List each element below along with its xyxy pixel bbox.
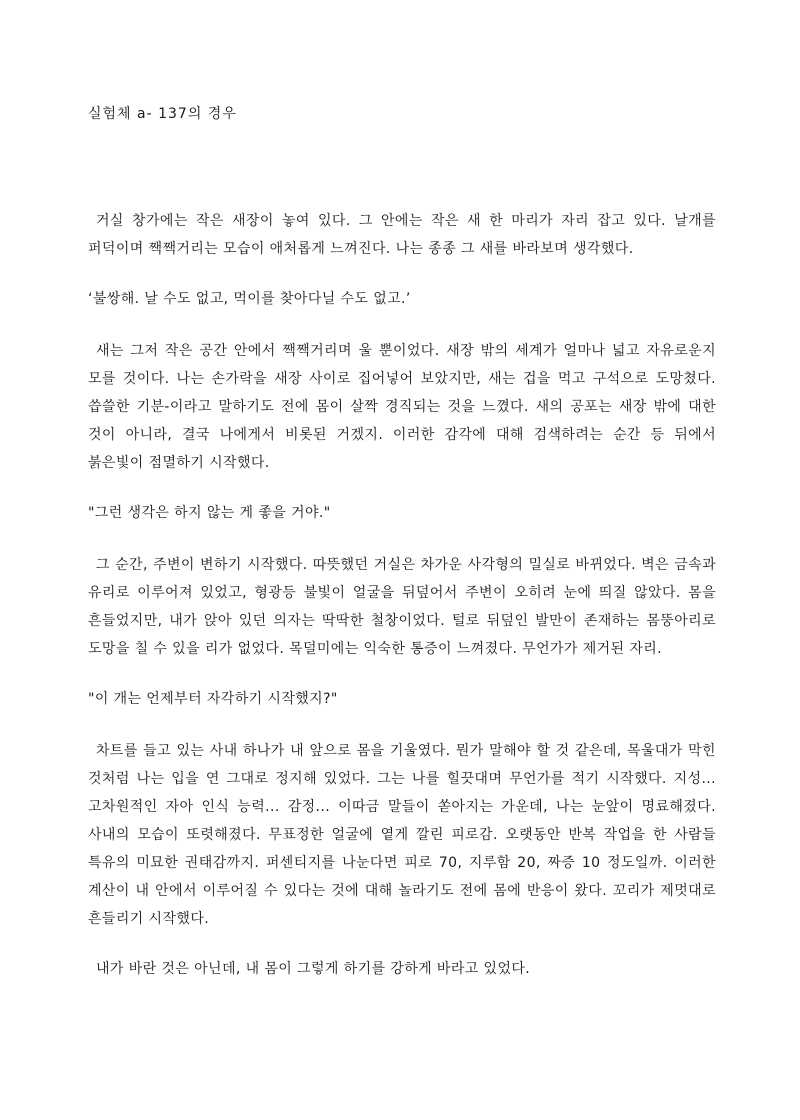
paragraph-man-with-chart: 차트를 들고 있는 사내 하나가 내 앞으로 몸을 기울였다. 뭔가 말해야 할 것 같은데, 목울대가 막힌 것처럼 나는 입을 연 그대로 정지해 있었다. 그는 나를 힐끗대며 무언가를 적기 시작했다. 지성... 고차원적인 자아 인식 능력... 감정... 이따금 말들이 쏟아지는 가운데, 나는 눈앞이 명료해졌다. 사내의 모습이 또렷해졌다. 무표정한 얼굴에 옅게 깔린 피로감. 오랫동안 반복 작업을 한 사람들 특유의 미묘한 권태감까지. 퍼센티지를 나눈다면 피로 70, 지루함 20, 짜증 10 정도일까. 이러한 계산이 내 안에서 이루어질 수 있다는 것에 대해 놀라기도 전에 몸에 반응이 왔다. 꼬리가 제멋대로 흔들리기 시작했다. xyxy=(88,743,716,927)
paragraph-caged-bird: 거실 창가에는 작은 새장이 놓여 있다. 그 안에는 작은 새 한 마리가 자리 잡고 있다. 날개를 퍼덕이며 짹짹거리는 모습이 애처롭게 느껴진다. 나는 종종 그 새를 바라보며 생각했다. xyxy=(88,213,716,257)
paragraph-closing: 내가 바란 것은 아닌데, 내 몸이 그렇게 하기를 강하게 바라고 있었다. xyxy=(96,961,531,977)
document-title: 실험체 a- 137의 경우 xyxy=(88,106,237,122)
paragraph-warning-quote: "그런 생각은 하지 않는 게 좋을 거야." xyxy=(88,505,331,521)
paragraph-question-quote: "이 개는 언제부터 자각하기 시작했지?" xyxy=(88,691,338,707)
paragraph-bird-fear: 새는 그저 작은 공간 안에서 짹짹거리며 울 뿐이었다. 새장 밖의 세계가 얼마나 넓고 자유로운지 모를 것이다. 나는 손가락을 새장 사이로 집어넣어 보았지만, 새는 겁을 먹고 구석으로 도망쳤다. 씁쓸한 기분-이라고 말하기도 전에 몸이 살짝 경직되는 것을 느꼈다. 새의 공포는 새장 밖에 대한 것이 아니라, 결국 나에게서 비롯된 거겠지. 이러한 감각에 대해 검색하려는 순간 등 뒤에서 붉은빛이 점멸하기 시작했다. xyxy=(88,343,716,471)
paragraph-room-changes: 그 순간, 주변이 변하기 시작했다. 따뜻했던 거실은 차가운 사각형의 밀실로 바뀌었다. 벽은 금속과 유리로 이루어져 있었고, 형광등 불빛이 얼굴을 뒤덮어서 주변이 오히려 눈에 띄질 않았다. 몸을 흔들었지만, 내가 앉아 있던 의자는 딱딱한 철창이었다. 털로 뒤덮인 발만이 존재하는 몸뚱아리로 도망을 칠 수 있을 리가 없었다. 목덜미에는 익숙한 통증이 느껴졌다. 무언가가 제거된 자리. xyxy=(88,557,716,657)
paragraph-inner-thought: ‘불쌍해. 날 수도 없고, 먹이를 찾아다닐 수도 없고.’ xyxy=(88,291,411,307)
document-body xyxy=(88,207,716,1005)
